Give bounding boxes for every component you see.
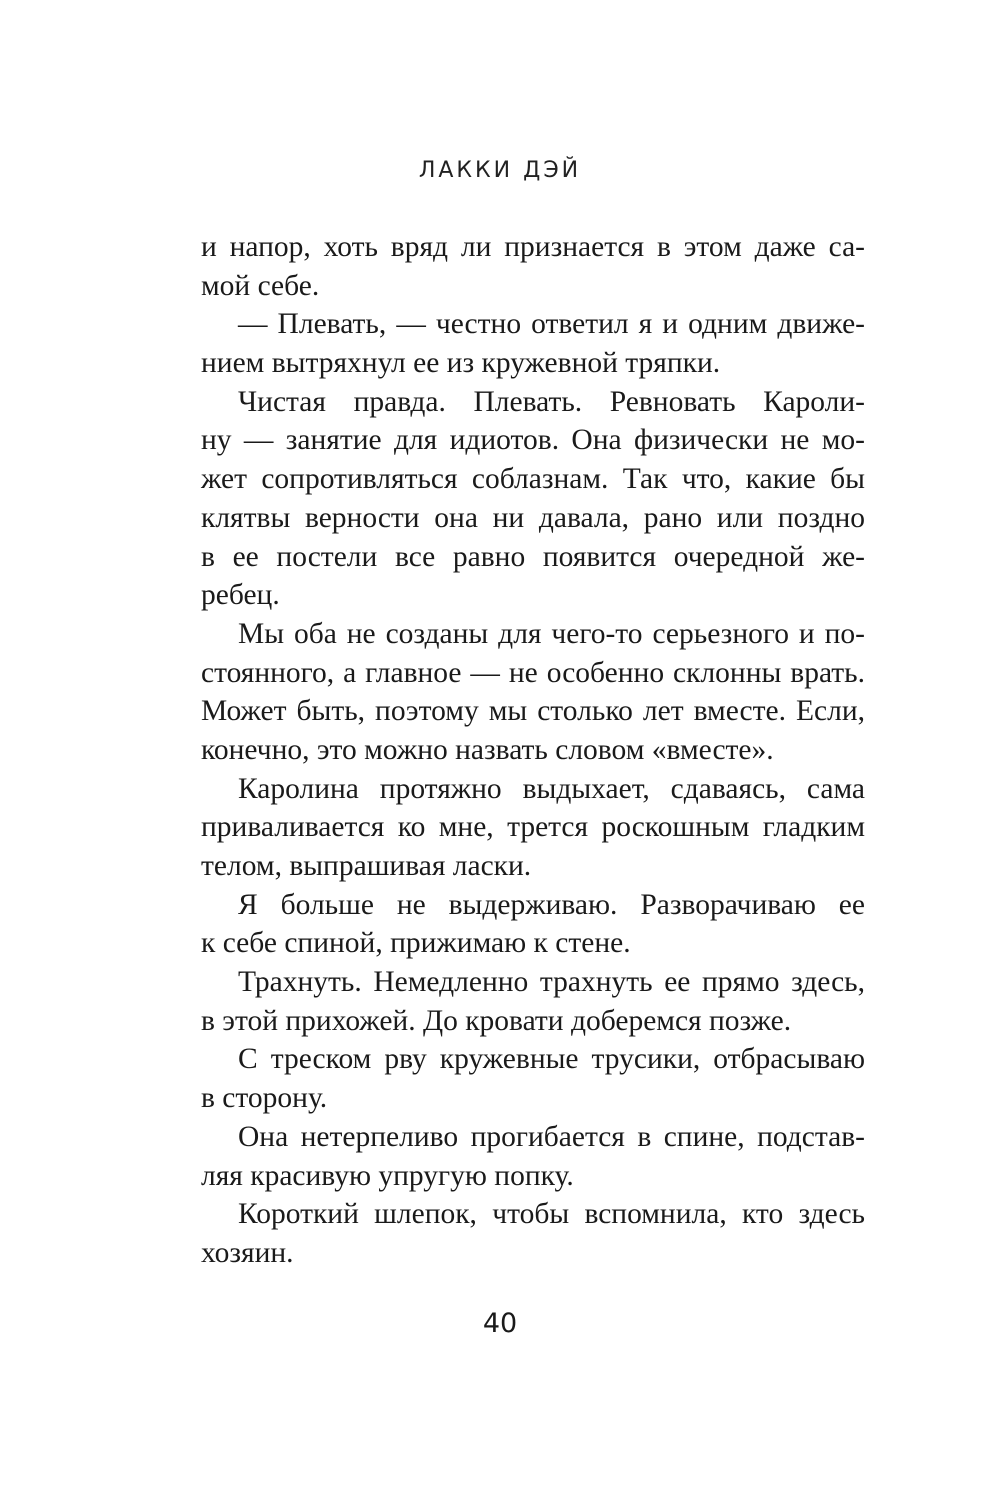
text-line: ребец. <box>201 579 280 612</box>
text-line: жет сопротивляться соблазнам. Так что, какие бы <box>201 463 865 496</box>
text-line: мой себе. <box>201 269 320 302</box>
text-line: хозяин. <box>201 1236 294 1269</box>
text-line: С треском рву кружевные трусики, отбрасываю <box>238 1043 865 1076</box>
text-line: нием вытряхнул ее из кружевной тряпки. <box>201 347 721 380</box>
text-line: Трахнуть. Немедленно трахнуть ее прямо здесь, <box>238 966 865 999</box>
text-line: Может быть, поэтому мы столько лет вместе. Если, <box>201 695 865 728</box>
text-line: Чистая правда. Плевать. Ревновать Кароли- <box>238 385 865 418</box>
text-line: Я больше не выдерживаю. Разворачиваю ее <box>238 888 865 921</box>
text-line: конечно, это можно назвать словом «вместе». <box>201 733 774 766</box>
text-line: — Плевать, — честно ответил я и одним движе- <box>238 308 865 341</box>
text-line: ляя красивую упругую попку. <box>201 1159 574 1192</box>
body-text <box>201 228 865 1273</box>
text-line: ну — занятие для идиотов. Она физически не мо- <box>201 424 865 457</box>
text-line: в сторону. <box>201 1082 328 1115</box>
page-number: 40 <box>482 1308 518 1339</box>
text-line: Она нетерпеливо прогибается в спине, подстав- <box>238 1120 865 1153</box>
text-line: Каролина протяжно выдыхает, сдаваясь, сама <box>238 772 865 805</box>
text-line: Короткий шлепок, чтобы вспомнила, кто здесь <box>238 1198 865 1231</box>
text-line: телом, выпрашивая ласки. <box>201 850 532 882</box>
text-line: и напор, хоть вряд ли признается в этом даже са- <box>201 231 865 263</box>
text-line: к себе спиной, прижимаю к стене. <box>201 927 631 960</box>
text-line: в ее постели все равно появится очередной же- <box>201 540 865 573</box>
text-line: стоянного, а главное — не особенно склонны врать. <box>201 656 865 689</box>
text-line: в этой прихожей. До кровати доберемся позже. <box>201 1004 792 1037</box>
running-header: ЛАККИ ДЭЙ <box>418 158 582 183</box>
text-line: Мы оба не созданы для чего-то серьезного и по- <box>238 617 865 650</box>
text-line: приваливается ко мне, трется роскошным гладким <box>201 811 865 844</box>
text-line: клятвы верности она ни давала, рано или поздно <box>201 501 865 534</box>
